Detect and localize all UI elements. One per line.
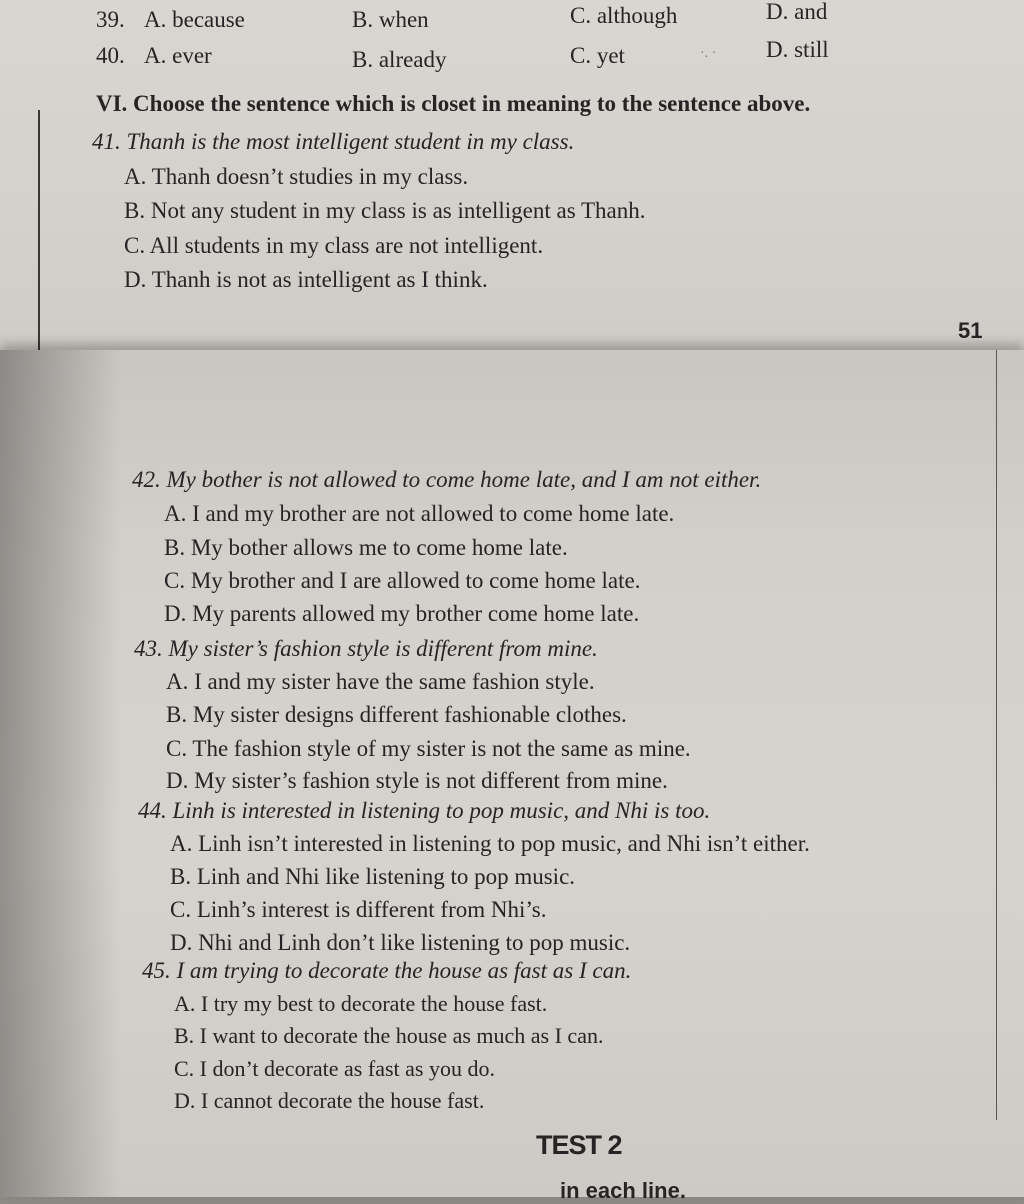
q42-option-d: D. My parents allowed my brother come home late.: [164, 601, 640, 626]
q44-option-b: B. Linh and Nhi like listening to pop music.: [170, 864, 576, 889]
q44-option-c: C. Linh’s interest is different from Nhi’s.: [170, 897, 547, 922]
q39-option-a: A. because: [144, 7, 245, 32]
question-43-stem: 43. My sister’s fashion style is different from mine.: [134, 636, 598, 661]
q39-number: 39.: [96, 7, 125, 32]
q44-option-d: D. Nhi and Linh don’t like listening to pop music.: [170, 930, 631, 955]
question-41-stem: 41. Thanh is the most intelligent student in my class.: [92, 129, 575, 154]
page-number: 51: [958, 318, 983, 343]
section-heading: VI. Choose the sentence which is closet in meaning to the sentence above.: [96, 91, 811, 116]
q40-option-d: D. still: [766, 37, 829, 62]
pencil-marks: ·. ·: [700, 46, 717, 61]
question-42-stem: 42. My bother is not allowed to come home late, and I am not either.: [132, 467, 762, 492]
q40-number: 40.: [96, 43, 125, 68]
q40-option-b: B. already: [352, 47, 447, 72]
q41-option-d: D. Thanh is not as intelligent as I think.: [124, 267, 488, 292]
q39-option-b: B. when: [352, 7, 429, 32]
q42-option-b: B. My bother allows me to come home late.: [164, 535, 568, 560]
question-45-stem: 45. I am trying to decorate the house as fast as I can.: [142, 958, 632, 983]
q45-option-a: A. I try my best to decorate the house fast.: [174, 991, 548, 1016]
right-margin-line: [996, 350, 997, 1120]
q43-option-a: A. I and my sister have the same fashion style.: [166, 669, 595, 694]
q44-option-a: A. Linh isn’t interested in listening to pop music, and Nhi isn’t either.: [170, 831, 810, 856]
q41-option-a: A. Thanh doesn’t studies in my class.: [124, 164, 469, 189]
q41-option-b: B. Not any student in my class is as intelligent as Thanh.: [124, 198, 646, 223]
q43-option-c: C. The fashion style of my sister is not the same as mine.: [166, 736, 691, 761]
test-heading: TEST 2: [536, 1130, 622, 1160]
q40-option-a: A. ever: [144, 43, 212, 68]
q39-option-c: C. although: [570, 3, 678, 28]
q40-option-c: C. yet: [570, 43, 625, 68]
cut-off-text: in each line.: [560, 1178, 686, 1203]
q43-option-b: B. My sister designs different fashionable clothes.: [166, 702, 627, 727]
q41-option-c: C. All students in my class are not intelligent.: [124, 233, 544, 258]
q45-option-c: C. I don’t decorate as fast as you do.: [174, 1056, 495, 1081]
q45-option-d: D. I cannot decorate the house fast.: [174, 1088, 485, 1113]
page-margin-line: [38, 110, 40, 356]
q42-option-a: A. I and my brother are not allowed to come home late.: [164, 501, 675, 526]
q39-option-d: D. and: [766, 0, 828, 24]
q42-option-c: C. My brother and I are allowed to come home late.: [164, 568, 641, 593]
question-44-stem: 44. Linh is interested in listening to pop music, and Nhi is too.: [138, 798, 711, 823]
upper-page: [0, 0, 1024, 356]
q43-option-d: D. My sister’s fashion style is not different from mine.: [166, 768, 668, 793]
q45-option-b: B. I want to decorate the house as much as I can.: [174, 1023, 604, 1048]
